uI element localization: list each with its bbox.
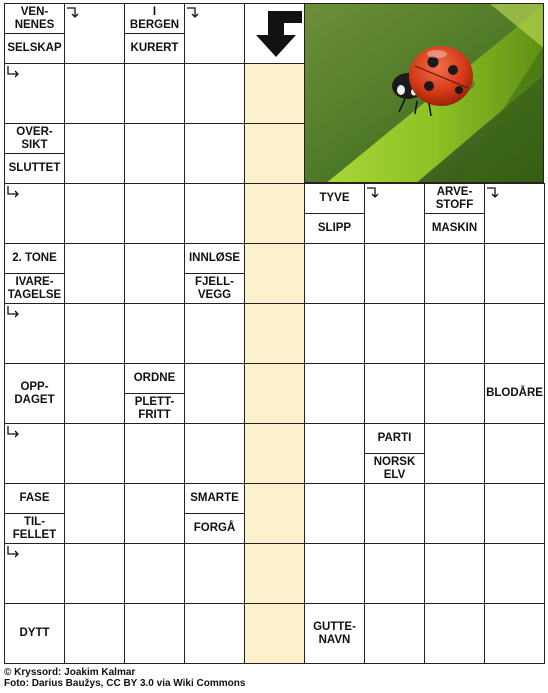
answer-cell[interactable] [184, 63, 245, 124]
clue-fase: FASE [4, 483, 65, 514]
answer-cell[interactable] [64, 543, 125, 604]
credits [4, 667, 245, 689]
answer-cell[interactable] [484, 423, 545, 484]
answer-cell[interactable] [64, 243, 125, 304]
clue-ordne: ORDNE [124, 363, 185, 394]
answer-cell[interactable] [244, 603, 305, 664]
answer-cell[interactable] [364, 363, 425, 424]
answer-cell[interactable] [484, 303, 545, 364]
answer-cell[interactable] [424, 423, 485, 484]
answer-cell[interactable] [64, 423, 125, 484]
clue-tilfellet: TIL- FELLET [4, 513, 65, 544]
answer-cell[interactable] [484, 543, 545, 604]
answer-cell[interactable] [484, 483, 545, 544]
clue-arvestoff: ARVE- STOFF [424, 183, 485, 214]
clue-tone: 2. TONE [4, 243, 65, 274]
answer-cell[interactable] [304, 423, 365, 484]
clue-norskelv: NORSK ELV [364, 453, 425, 484]
answer-cell[interactable] [184, 423, 245, 484]
clue-parti: PARTI [364, 423, 425, 454]
clue-slipp: SLIPP [304, 213, 365, 244]
answer-cell[interactable] [304, 543, 365, 604]
answer-cell[interactable] [424, 603, 485, 664]
answer-cell[interactable] [64, 363, 125, 424]
clue-ibergen: I BERGEN [124, 3, 185, 34]
answer-cell[interactable] [64, 483, 125, 544]
answer-cell[interactable] [124, 543, 185, 604]
answer-cell[interactable] [124, 123, 185, 184]
arrow-right-down-icon [366, 186, 382, 200]
answer-cell[interactable] [64, 63, 125, 124]
answer-cell[interactable] [124, 243, 185, 304]
arrow-down-right-icon [6, 545, 22, 559]
answer-cell[interactable] [484, 243, 545, 304]
answer-cell[interactable] [304, 303, 365, 364]
answer-cell[interactable] [304, 483, 365, 544]
arrow-right-down-icon [486, 186, 502, 200]
clue-oppdaget: OPP- DAGET [4, 363, 65, 424]
clue-oversikt: OVER- SIKT [4, 123, 65, 154]
answer-cell[interactable] [484, 603, 545, 664]
answer-cell[interactable] [124, 303, 185, 364]
answer-cell[interactable] [124, 483, 185, 544]
crossword-credit: © Kryssord: Joakim Kalmar [4, 667, 136, 678]
answer-cell[interactable] [364, 303, 425, 364]
answer-cell[interactable] [244, 543, 305, 604]
ladybug-photo [304, 3, 544, 183]
answer-cell[interactable] [244, 123, 305, 184]
answer-cell[interactable] [244, 183, 305, 244]
crossword-grid [4, 3, 544, 663]
answer-cell[interactable] [424, 303, 485, 364]
clue-plettfritt: PLETT- FRITT [124, 393, 185, 424]
answer-cell[interactable] [424, 543, 485, 604]
clue-sluttet: SLUTTET [4, 153, 65, 184]
answer-cell[interactable] [304, 363, 365, 424]
answer-cell[interactable] [124, 183, 185, 244]
answer-cell[interactable] [424, 243, 485, 304]
clue-kurert: KURERT [124, 33, 185, 64]
arrow-down-right-icon [6, 65, 22, 79]
answer-cell[interactable] [244, 243, 305, 304]
answer-cell[interactable] [244, 303, 305, 364]
answer-cell[interactable] [244, 63, 305, 124]
answer-cell[interactable] [424, 483, 485, 544]
photo-credit: Foto: Darius Baužys, CC BY 3.0 via Wiki Commons [4, 678, 246, 689]
clue-forga: FORGÅ [184, 513, 245, 544]
clue-smarte: SMARTE [184, 483, 245, 514]
answer-cell[interactable] [184, 123, 245, 184]
answer-cell[interactable] [124, 423, 185, 484]
clue-fjellvegg: FJELL- VEGG [184, 273, 245, 304]
arrow-right-down-icon [66, 6, 82, 20]
answer-cell[interactable] [64, 603, 125, 664]
answer-cell[interactable] [364, 243, 425, 304]
answer-cell[interactable] [64, 183, 125, 244]
clue-ivaretagelse: IVARE- TAGELSE [4, 273, 65, 304]
answer-cell[interactable] [124, 63, 185, 124]
arrow-down-right-icon [6, 425, 22, 439]
answer-cell[interactable] [184, 183, 245, 244]
arrow-down-right-icon [6, 305, 22, 319]
clue-dytt: DYTT [4, 603, 65, 664]
clue-tyve: TYVE [304, 183, 365, 214]
answer-cell[interactable] [184, 303, 245, 364]
answer-cell[interactable] [304, 243, 365, 304]
solution-column-arrow-icon [250, 9, 304, 59]
answer-cell[interactable] [184, 543, 245, 604]
answer-cell[interactable] [184, 603, 245, 664]
answer-cell[interactable] [124, 603, 185, 664]
answer-cell[interactable] [424, 363, 485, 424]
answer-cell[interactable] [64, 303, 125, 364]
clue-innlose: INNLØSE [184, 243, 245, 274]
clue-maskin: MASKIN [424, 213, 485, 244]
clue-guttenavn: GUTTE- NAVN [304, 603, 365, 664]
clue-venne: VEN- NENES [4, 3, 65, 34]
answer-cell[interactable] [244, 483, 305, 544]
arrow-right-down-icon [186, 6, 202, 20]
clue-selskap: SELSKAP [4, 33, 65, 64]
answer-cell[interactable] [244, 363, 305, 424]
clue-blodare: BLODÅRE [484, 363, 545, 424]
arrow-down-right-icon [6, 185, 22, 199]
answer-cell[interactable] [244, 423, 305, 484]
answer-cell[interactable] [364, 543, 425, 604]
answer-cell[interactable] [64, 123, 125, 184]
answer-cell[interactable] [364, 483, 425, 544]
answer-cell[interactable] [364, 603, 425, 664]
answer-cell[interactable] [184, 363, 245, 424]
